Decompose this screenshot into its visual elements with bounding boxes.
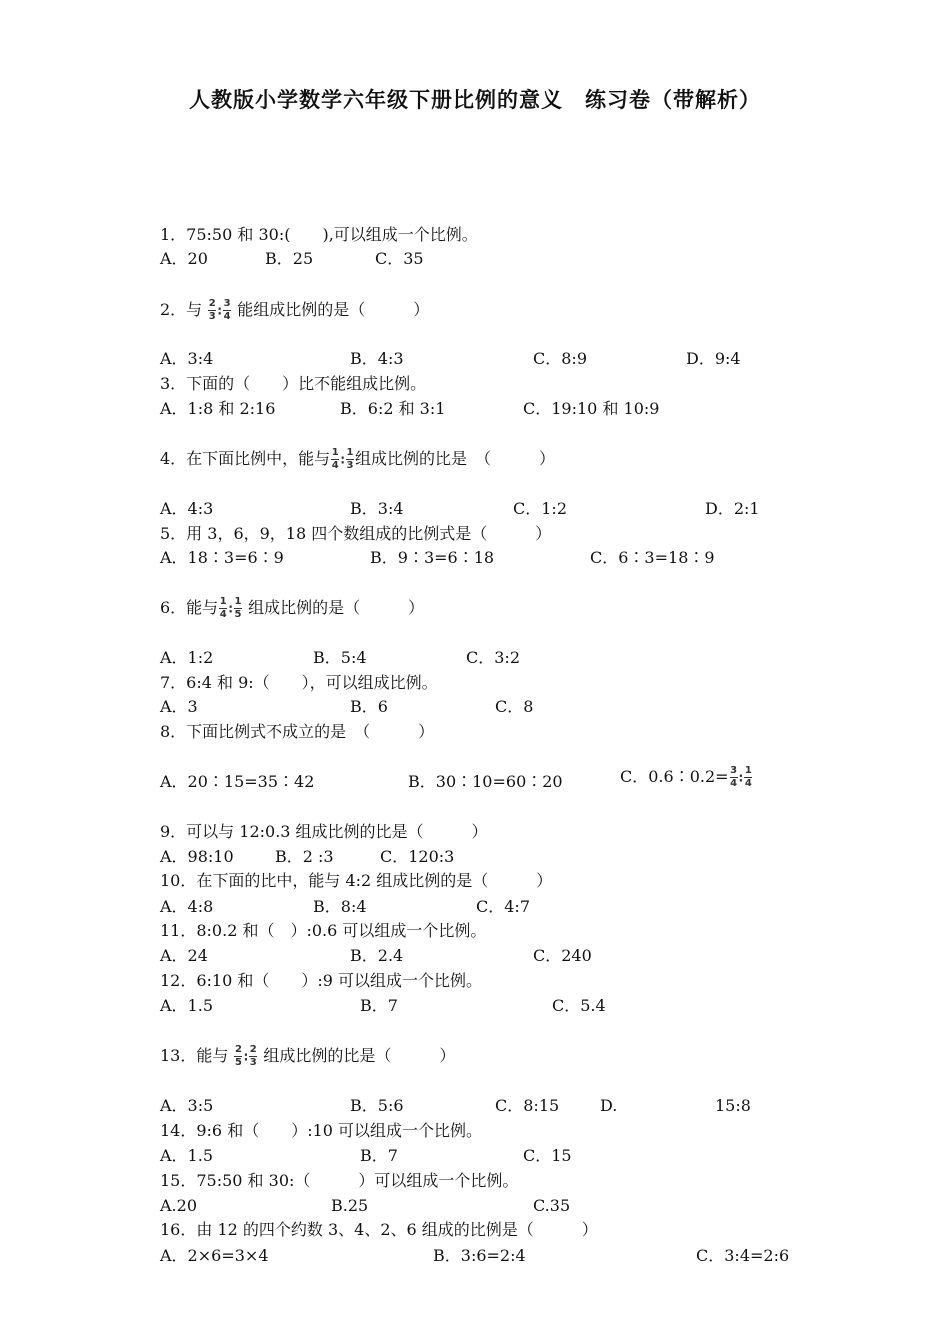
question-4-option-b: B．3:4	[350, 499, 404, 518]
question-3-option-a: A．1:8 和 2:16	[160, 399, 276, 418]
question-7-option-b: B．6	[350, 697, 388, 716]
question-6-stem: 6．能与 $\frac{1}{4}$ : $\frac{1}{5}$ 组成比例的是（ ）	[160, 596, 425, 620]
question-9-option-a: A．98:10	[160, 847, 234, 866]
question-3-stem: 3．下面的（ ）比不能组成比例。	[160, 374, 427, 393]
question-15-stem: 15．75:50 和 30:（ ）可以组成一个比例。	[160, 1171, 519, 1190]
question-5-option-a: A．18∶3=6∶9	[160, 548, 284, 567]
question-11-option-b: B．2.4	[350, 946, 404, 965]
page-title: 人教版小学数学六年级下册比例的意义 练习卷（带解析）	[189, 88, 761, 112]
question-12-option-c: C．5.4	[552, 996, 606, 1015]
question-11-stem: 11．8:0.2 和（ ）:0.6 可以组成一个比例。	[160, 921, 487, 940]
question-4-option-a: A．4:3	[160, 499, 214, 518]
question-6-option-a: A．1:2	[160, 648, 214, 667]
fraction: $\frac{1}{4}$	[331, 447, 339, 471]
question-7-option-c: C．8	[495, 697, 534, 716]
fraction: $\frac{1}{3}$	[346, 447, 354, 471]
question-6-option-b: B．5:4	[313, 648, 367, 667]
question-8-option-c: C．0.6∶0.2= $\frac{3}{4}$ : $\frac{1}{4}$	[620, 765, 752, 789]
question-6-option-c: C．3:2	[466, 648, 520, 667]
question-1-option-a: A．20	[160, 249, 208, 268]
question-4-option-d: D．2:1	[705, 499, 760, 518]
question-13-option-c: C．8:15	[495, 1096, 560, 1115]
question-4-stem: 4．在下面比例中，能与 $\frac{1}{4}$ : $\frac{1}{3}$ 组成比例的比是 （ ）	[160, 447, 556, 471]
question-4-option-c: C．1:2	[513, 499, 567, 518]
question-12-option-b: B．7	[360, 996, 398, 1015]
question-15-option-a: A.20	[160, 1196, 197, 1215]
question-10-option-c: C．4:7	[476, 897, 530, 916]
question-2-option-c: C．8:9	[533, 349, 587, 368]
fraction: $\frac{1}{5}$	[234, 596, 242, 620]
question-5-option-c: C．6∶3=18∶9	[590, 548, 715, 567]
fraction: $\frac{2}{3}$	[249, 1044, 257, 1068]
question-2-stem: 2．与 $\frac{2}{3}$ : $\frac{3}{4}$ 能组成比例的是（ ）	[160, 298, 430, 322]
question-14-option-a: A．1.5	[160, 1146, 214, 1165]
question-16-option-b: B．3:6=2:4	[433, 1246, 526, 1265]
question-1-option-c: C．35	[375, 249, 424, 268]
question-10-option-b: B．8:4	[313, 897, 367, 916]
question-14-option-c: C．15	[523, 1146, 572, 1165]
question-16-option-a: A．2×6=3×4	[160, 1246, 269, 1265]
question-9-stem: 9．可以与 12:0.3 组成比例的比是（ ）	[160, 822, 488, 841]
question-13-option-a: A．3:5	[160, 1096, 214, 1115]
question-8-stem: 8．下面比例式不成立的是 （ ）	[160, 722, 435, 741]
fraction: $\frac{3}{4}$	[223, 298, 231, 322]
question-11-option-a: A．24	[160, 946, 208, 965]
question-8-option-b: B．30∶10=60∶20	[408, 772, 563, 791]
question-13-stem: 13．能与 $\frac{2}{5}$ : $\frac{2}{3}$ 组成比例的比是（ ）	[160, 1044, 456, 1068]
question-2-option-a: A．3:4	[160, 349, 214, 368]
question-1-option-b: B．25	[265, 249, 314, 268]
fraction: $\frac{1}{4}$	[744, 765, 752, 789]
question-2-stem-post: 能组成比例的是（ ）	[237, 300, 430, 319]
question-10-stem: 10．在下面的比中，能与 4:2 组成比例的是（ ）	[160, 871, 553, 890]
question-2-option-d: D．9:4	[686, 349, 741, 368]
question-12-stem: 12．6:10 和（ ）:9 可以组成一个比例。	[160, 971, 483, 990]
fraction: $\frac{3}{4}$	[730, 765, 738, 789]
question-16-stem: 16．由 12 的四个约数 3、4、2、6 组成的比例是（ ）	[160, 1220, 598, 1239]
question-9-option-b: B．2 :3	[275, 847, 334, 866]
question-2-option-b: B．4:3	[350, 349, 404, 368]
question-15-option-c: C.35	[533, 1196, 571, 1215]
question-13-option-d-value: 15:8	[715, 1096, 751, 1115]
question-11-option-c: C．240	[533, 946, 592, 965]
question-9-option-c: C．120:3	[380, 847, 455, 866]
question-5-option-b: B．9∶3=6∶18	[370, 548, 495, 567]
question-1-stem: 1．75:50 和 30:( ),可以组成一个比例。	[160, 225, 478, 244]
question-7-option-a: A．3	[160, 697, 198, 716]
question-16-option-c: C．3:4=2:6	[696, 1246, 790, 1265]
question-8-option-a: A．20∶15=35∶42	[160, 772, 315, 791]
question-14-stem: 14．9:6 和（ ）:10 可以组成一个比例。	[160, 1121, 483, 1140]
question-14-option-b: B．7	[360, 1146, 398, 1165]
question-2-stem-pre: 2．与	[160, 300, 203, 319]
fraction: $\frac{1}{4}$	[219, 596, 227, 620]
question-15-option-b: B.25	[331, 1196, 369, 1215]
question-10-option-a: A．4:8	[160, 897, 214, 916]
question-3-option-b: B．6:2 和 3:1	[340, 399, 446, 418]
question-12-option-a: A．1.5	[160, 996, 214, 1015]
fraction: $\frac{2}{5}$	[234, 1044, 242, 1068]
question-13-option-d: D.	[600, 1096, 618, 1115]
question-7-stem: 7．6:4 和 9:（ ），可以组成比例。	[160, 673, 438, 692]
question-13-option-b: B．5:6	[350, 1096, 404, 1115]
question-5-stem: 5．用 3，6，9，18 四个数组成的比例式是（ ）	[160, 524, 552, 543]
question-3-option-c: C．19:10 和 10:9	[523, 399, 660, 418]
fraction: $\frac{2}{3}$	[208, 298, 216, 322]
